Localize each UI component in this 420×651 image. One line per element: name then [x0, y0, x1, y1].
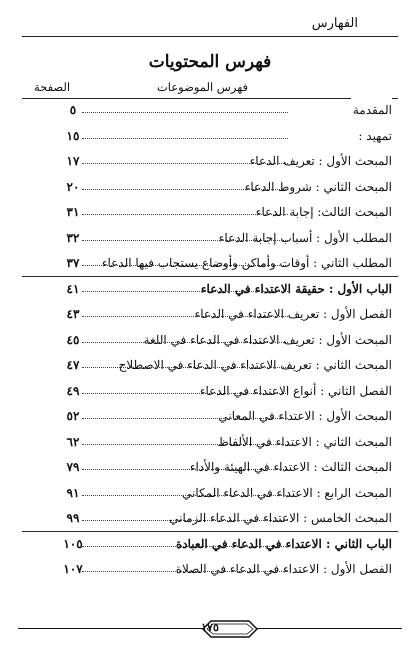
- toc-entry: [22, 455, 398, 481]
- page-number: ١٧٥: [201, 621, 219, 634]
- toc-entry-title: المبحث الثاني : شروط الدعاء: [243, 175, 392, 201]
- running-header-title: الفهارس: [311, 16, 358, 31]
- dot-leader: [82, 520, 288, 521]
- toc-entry-title: الفصل الثاني : أنواع الاعتداء في الدعاء: [198, 379, 392, 405]
- toc-entry: [22, 98, 398, 124]
- running-header: [22, 14, 398, 40]
- toc-entry-page: ٩١: [66, 485, 80, 500]
- dot-leader: [82, 316, 288, 317]
- page-column-header: الصفحة: [34, 80, 71, 94]
- dot-leader: [82, 291, 288, 292]
- toc-entry: [22, 506, 398, 532]
- toc-entry-page: ٦٢: [66, 434, 80, 449]
- dot-leader: [82, 138, 288, 139]
- dot-leader: [82, 367, 288, 368]
- toc-entry: [22, 175, 398, 201]
- toc-entry-page: ٥٢: [66, 409, 80, 423]
- toc-entry-page: ١٠٧: [63, 562, 83, 576]
- toc-entry-page: ٣٧: [66, 256, 80, 270]
- toc-entry-page: ٤٥: [66, 332, 80, 347]
- column-headers: [22, 80, 398, 98]
- toc-entry: [22, 379, 398, 405]
- toc-entry-title: المبحث الخامس : الاعتداء في الدعاء الزماني: [167, 506, 392, 532]
- toc-entry-part: [22, 532, 398, 558]
- toc-entry: [22, 430, 398, 456]
- dot-leader: [82, 189, 288, 190]
- page-title: فهرس المحتويات: [148, 52, 272, 72]
- toc-entry-title: المطلب الثاني : أوقات وأماكن وأوضاع يستجاب فيها الدعاء: [100, 251, 392, 277]
- toc-entry-title: المقدمة: [351, 98, 392, 124]
- toc-entry-page: ١٥: [66, 128, 80, 143]
- toc-entry: [22, 557, 398, 583]
- dot-leader: [82, 469, 288, 470]
- toc-entry: [22, 251, 398, 277]
- toc-entry-page: ٧٩: [66, 460, 80, 474]
- toc-entry: [22, 353, 398, 379]
- dot-leader: [82, 240, 288, 241]
- toc-entry-page: ٩٩: [66, 511, 80, 525]
- toc-entry-page: ٥: [69, 103, 77, 117]
- page-footer: [18, 618, 402, 640]
- dot-leader: [82, 214, 288, 215]
- toc-entry-title: المبحث الرابع : الاعتداء في الدعاء المكاني: [180, 481, 392, 507]
- toc-entry: [22, 226, 398, 252]
- dot-leader: [82, 163, 288, 164]
- toc-entry-title: تمهيد :: [356, 124, 392, 150]
- toc-entry: [22, 328, 398, 354]
- toc-entry-page: ٣٢: [66, 230, 80, 245]
- toc-entry-title: المبحث الأول : تعريف الدعاء: [248, 149, 392, 175]
- toc-entry: [22, 481, 398, 507]
- toc-entry-title: الفصل الأول : تعريف الاعتداء في الدعاء: [193, 302, 392, 328]
- toc-entry-title: المطلب الأول : أسباب إجابة الدعاء: [217, 226, 392, 252]
- dot-leader: [82, 444, 288, 445]
- header-rule: [22, 36, 398, 37]
- toc-entry: [22, 149, 398, 175]
- table-of-contents: [22, 98, 398, 583]
- toc-entry-title: الباب الثاني : الاعتداء في الدعاء في العبادة: [174, 532, 392, 558]
- dot-leader: [82, 112, 288, 113]
- toc-entry-title: المبحث الثالث: إجابة الدعاء: [254, 200, 392, 226]
- dot-leader: [82, 393, 288, 394]
- toc-entry-page: ١٧: [66, 154, 80, 168]
- topics-column-header: فهرس الموضوعات: [156, 80, 248, 94]
- dot-leader: [82, 342, 288, 343]
- toc-entry-page: ٢٠: [66, 179, 80, 194]
- toc-entry-title: المبحث الثاني : تعريف الاعتداء في الدعاء في الاصطلاح: [117, 353, 392, 379]
- toc-entry-title: المبحث الأول : الاعتداء في المعاني: [216, 404, 392, 430]
- toc-entry-page: ٣١: [66, 205, 80, 219]
- toc-entry-part: [22, 277, 398, 303]
- toc-entry-page: ١٠٥: [63, 536, 83, 551]
- toc-entry-title: المبحث الثالث : الاعتداء في الهيئة والأداء: [188, 455, 392, 481]
- toc-entry-page: ٤٩: [66, 383, 80, 398]
- dot-leader: [82, 418, 288, 419]
- toc-entry-page: ٤١: [66, 281, 80, 296]
- dot-leader: [82, 546, 288, 547]
- toc-entry-title: المبحث الأول : تعريف الاعتداء في الدعاء في اللغة: [142, 328, 392, 354]
- toc-entry-title: المبحث الثاني : الاعتداء في الألفاظ: [216, 430, 392, 456]
- toc-entry-page: ٤٣: [66, 307, 80, 321]
- toc-entry-title: الباب الأول : حقيقة الاعتداء في الدعاء: [199, 277, 392, 303]
- toc-entry-title: الفصل الأول : الاعتداء في الدعاء في الصلاة: [174, 557, 392, 583]
- dot-leader: [82, 571, 288, 572]
- toc-entry: [22, 124, 398, 150]
- dot-leader: [82, 265, 288, 266]
- dot-leader: [82, 495, 288, 496]
- toc-entry-page: ٤٧: [66, 358, 80, 372]
- toc-entry: [22, 404, 398, 430]
- toc-entry: [22, 302, 398, 328]
- toc-entry: [22, 200, 398, 226]
